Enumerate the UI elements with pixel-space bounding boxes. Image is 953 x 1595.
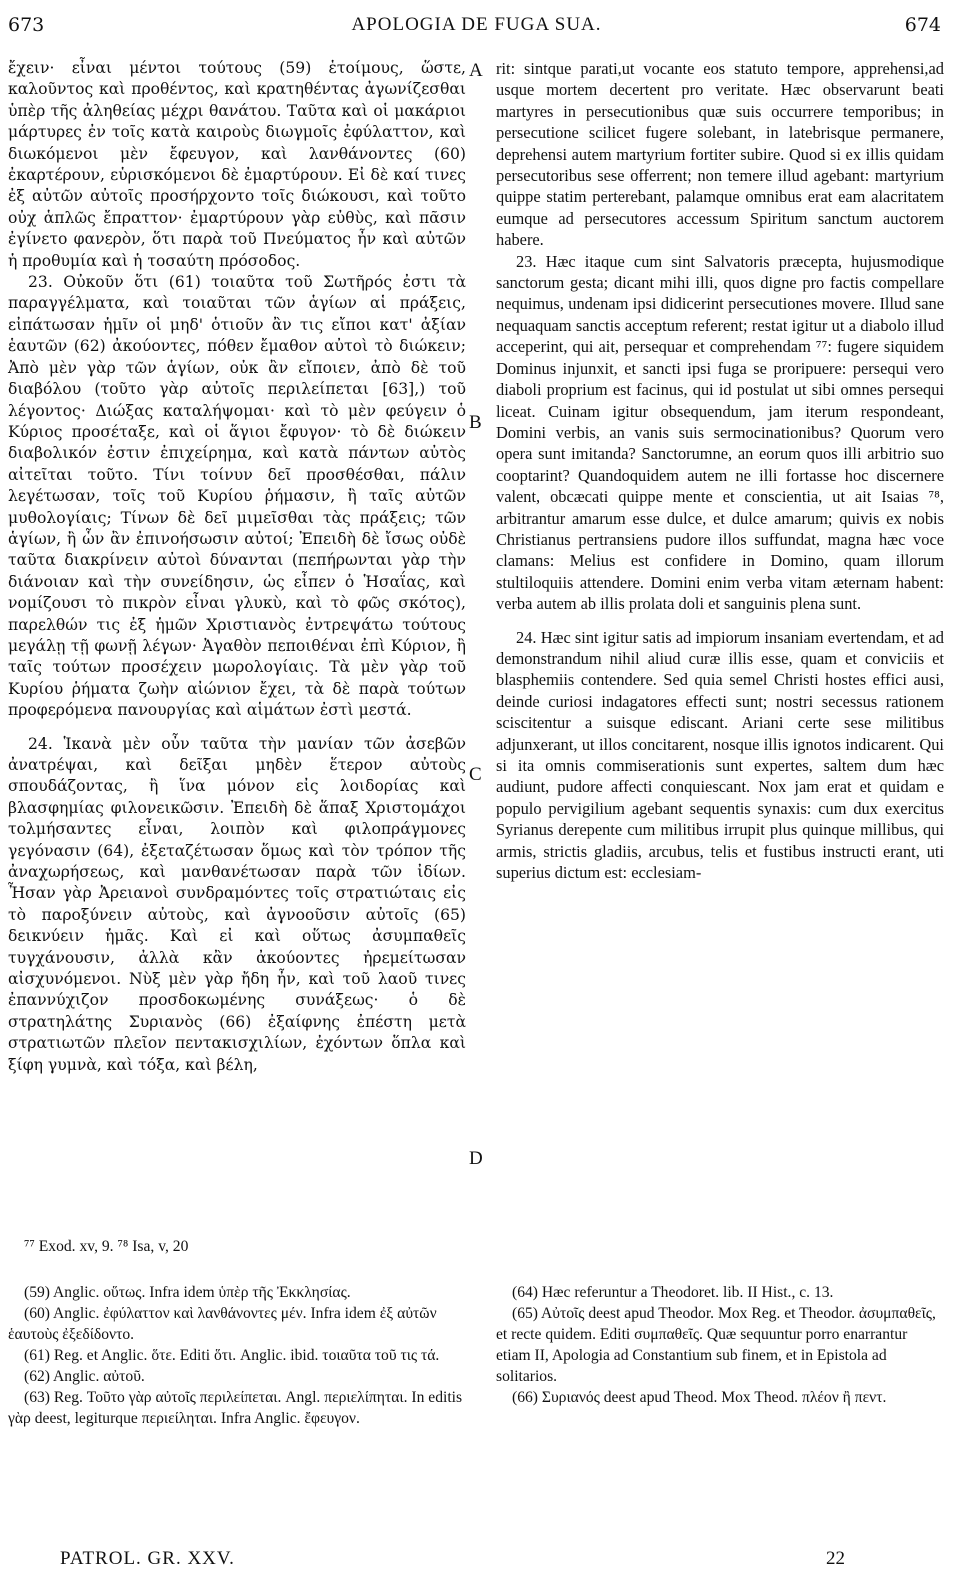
scripture-note: ⁷⁷ Exod. xv, 9. ⁷⁸ Isa, v, 20 — [24, 1238, 189, 1255]
footnote: (66) Συριανός deest apud Theod. Mox Theod. πλέον ἢ πεντ. — [512, 1389, 887, 1406]
margin-mark-d: D — [469, 1148, 483, 1169]
scripture-references — [8, 1236, 466, 1257]
margin-mark-c: C — [469, 764, 482, 785]
footnote: (59) Anglic. οὕτως. Infra idem ὑπὲρ τῆς Ἐκκλησίας. — [24, 1284, 351, 1301]
footnote: (62) Anglic. αὐτοῦ. — [24, 1368, 145, 1385]
latin-column — [496, 58, 944, 883]
footnote: (63) Reg. Τοῦτο γὰρ αὐτοῖς περιλείπεται. Angl. περιελίπηται. In editis γὰρ deest, legiturque περιείληται. Infra Anglic. ἔφευγον. — [8, 1389, 463, 1427]
page-number-left: 673 — [8, 14, 45, 36]
page-header — [0, 14, 953, 44]
footnote: (61) Reg. et Anglic. ὅτε. Editi ὅτι. Anglic. ibid. τοιαῦτα τοῦ τις τά. — [24, 1347, 440, 1364]
latin-paragraph: rit: sintque parati,ut vocante eos statuto tempore, apprehensi,ad usque mortem decertent pro veritate. Hæc observarunt beati martyres in persecutionibus quæ suis occurrere temporibus; in persecutione scilicet fugere solebant, in latebrisque permanere, deprehensi autem martyrium fortiter subire. Quod si ex illis quidam persecutoribus sese offerrent; non temere illud agebant: martyrium quippe statim perterebant, palamque omnibus erat eam alacritatem eumque ad persecutores accessum Spiritum sanctum auctorem habere. — [496, 59, 944, 250]
greek-paragraph: 24. Ἱκανὰ μὲν οὖν ταῦτα τὴν μανίαν τῶν ἀσεβῶν ἀνατρέψαι, καὶ δεῖξαι μηδὲν ἕτερον αὐτοὺς σπουδάζοντας, ἢ ἵνα μόνον εἰς λοιδορίας καὶ βλασφημίας φιλονεικῶσιν. Ἐπειδὴ δὲ ἅπαξ Χριστομάχοι τολμήσαντες εἶναι, λοιπὸν καὶ φιλοπράγμονες γεγόνασιν (64), ἐξεταζέτωσαν ὅμως καὶ τὸν τρόπον τῆς ἀναχωρήσεως, καὶ μανθανέτωσαν παρὰ τῶν ἰδίων. Ἦσαν γὰρ Ἀρειανοὶ συνδραμόντες τοῖς στρατιώταις εἰς τὸ παροξύνειν αὐτοὺς, καὶ ἀγνοοῦσιν αὐτοῖς (65) δεικνύειν ἡμᾶς. Καὶ εἰ καὶ οὕτως ἀσυμπαθεῖς τυγχάνουσιν, ἀλλὰ κἂν ἀκούοντες ἠρεμείτωσαν αἰσχυνόμενοι. Νὺξ μὲν γὰρ ἤδη ἦν, καὶ τοῦ λαοῦ τινες ἐπαννύχιζον προσδοκωμένης συνάξεως· ὁ δὲ στρατηλάτης Συριανὸς (66) ἐξαίφνης ἐπέστη μετὰ στρατιωτῶν πλεῖον πεντακισχιλίων, ἐχόντων ὅπλα καὶ ξίφη γυμνὰ, καὶ τόξα, καὶ βέλη, — [8, 734, 466, 1074]
footer-volume: PATROL. GR. XXV. — [60, 1548, 235, 1569]
latin-paragraph: 23. Hæc itaque cum sint Salvatoris præcepta, hujusmodique sanctorum gesta; dicant mihi illi, quos digne pro factis compellare nequimus, undenam ipsi didicerint persecutiones movere. Illud sane nequaquam sanctis acceptum referent; restat igitur ut a diabolo illud acceperint, qui ait, persequar et comprehendam ⁷⁷: fugere siquidem Dominus injunxit, et sancti ipsi fuga se proripuere: persequi vero diaboli proprium est facinus, qui id postulat ut sibi omnes persequi liceat. Cuinam igitur obsequendum, jam iterum respondeant, Domini verbis, an vanis suis sermocinationibus? Quorum vero opera sunt imitanda? Sanctorumne, an eorum quos illi arbitrio suo cooptarint? Quandoquidem autem ne illi fortasse hoc discernere valent, obcæcati quippe mente et conscientia, ut ait Isaias ⁷⁸, arbitrantur amarum esse dulce, et dulce amarum; quivis ex nobis Christianus pertransiens pudore illos suffundat, magna hæc voce clamans: Melius est confidere in Domino, quam illorum stultiloquiis attendere. Domini enim verba vitam æternam habent: verba autem ab illis prolata doli et sanguinis plena sunt. — [496, 251, 944, 614]
footnote: (60) Anglic. ἐφύλαττον καὶ λανθάνοντες μέν. Infra idem ἐξ αὐτῶν ἑαυτοὺς ἐξεδίδοντο. — [8, 1305, 437, 1343]
running-title: APOLOGIA DE FUGA SUA. — [351, 14, 602, 35]
page-number-right: 674 — [904, 14, 941, 36]
latin-paragraph: 24. Hæc sint igitur satis ad impiorum insaniam evertendam, et ad demonstrandum nihil aliud curæ illis esse, quam et conviciis et blasphemiis contendere. Sed quia semel Christi hostes effici ausi, deinde curiosi indagatores effecti sunt; nostri secessus rationem sciscitentur a suisque ediscant. Ariani certe sese militibus adjunxerant, ut illos concitarent, nosque illis ignotos indicarent. Qui si ita omnis commiserationis sunt expertes, saltem dum hæc audiunt, pudore affecti conquiescant. Nox jam erat et quidam e populo pervigilium agebant sequentis synaxis: cum dux exercitus Syrianus derepente cum militibus irrupit plus quinque millibus, qui armis, strictis gladiis, arcubus, telis et fustibus instructi erant, uti superius dictum est: ecclesiam- — [496, 627, 944, 883]
footnote: (65) Αὐτοῖς deest apud Theodor. Mox Reg. et Theodor. ἀσυμπαθεῖς, et recte quidem. Editi συμπαθεῖς. Quæ sequuntur porro enarrantur etiam II, Apologia ad Constantium sub finem, et in Epistola ad solitarios. — [496, 1305, 936, 1385]
footnotes-left — [8, 1282, 466, 1429]
footnote: (64) Hæc referuntur a Theodoret. lib. II Hist., c. 13. — [512, 1284, 834, 1301]
greek-paragraph: 23. Οὐκοῦν ὅτι (61) τοιαῦτα τοῦ Σωτῆρός ἐστι τὰ παραγγέλματα, καὶ τοιαῦται τῶν ἁγίων αἱ πράξεις, εἰπάτωσαν ἡμῖν οἱ μηδ' ὁτιοῦν ἂν τις εἴποι κατ' ἀξίαν ἑαυτῶν (62) ἀκούοντες, πόθεν ἔμαθον αὐτοὶ τὸ διώκειν; Ἀπὸ μὲν γὰρ τῶν ἁγίων, οὐκ ἂν εἴποιεν, ἀπὸ δὲ τοῦ διαβόλου (τοῦτο γὰρ αὐτοῖς περιλείπεται [63],) τοῦ λέγοντος· Διώξας καταλήψομαι· καὶ τὸ μὲν φεύγειν ὁ Κύριος προσέταξε, καὶ οἱ ἅγιοι ἔφυγον· τὸ δὲ διώκειν διαβολικόν ἐστιν ἐπιχείρημα, καὶ κατὰ πάντων αὐτὸς αἰτεῖται τοῦτο. Τίνι τοίνυν δεῖ προσθέσθαι, πάλιν λεγέτωσαν, τοῖς τοῦ Κυρίου ῥήμασιν, ἢ ταῖς αὐτῶν μυθολογίαις; Τίνων δὲ δεῖ μιμεῖσθαι τὰς πράξεις; τῶν ἁγίων, ἢ ὧν ἂν ἐπινοήσωσιν αὐτοί; Ἐπειδὴ δὲ ἴσως οὐδὲ ταῦτα διακρίνειν αὐτοὶ δύνανται (πεπήρωνται γὰρ τὴν διάνοιαν καὶ τὴν συνείδησιν, ὡς εἶπεν ὁ Ἡσαΐας, καὶ νομίζουσι τὸ πικρὸν εἶναι γλυκὺ, καὶ τὸ φῶς σκότος), παρελθών τις ἐξ ἡμῶν Χριστιανὸς ἐντρεψάτω τούτους μεγάλῃ τῇ φωνῇ λέγων· Ἀγαθὸν πεποιθέναι ἐπὶ Κύριον, ἢ ταῖς τούτων προσέχειν μωρολογίαις. Τὰ μὲν γὰρ τοῦ Κυρίου ῥήματα ζωὴν αἰώνιον ἔχει, τὰ δὲ παρὰ τούτων προφερόμενα πανουργίας καὶ αἱμάτων ἐστὶ μεστά. — [8, 273, 466, 720]
margin-mark-a: A — [469, 60, 483, 81]
greek-paragraph: ἔχειν· εἶναι μέντοι τούτους (59) ἑτοίμους, ὥστε, καλοῦντος καὶ προθέντος, καὶ κρατηθέντας ἀγωνίζεσθαι ὑπὲρ τῆς ἀληθείας μέχρι θανάτου. Ταῦτα καὶ οἱ μακάριοι μάρτυρες ἐν τοῖς κατὰ καιροὺς διωγμοῖς ἐφύλαττον, καὶ διωκόμενοι μὲν ἔφευγον, καὶ λανθάνοντες (60) ἐκαρτέρουν, εὑρισκόμενοι δὲ ἐμαρτύρουν. Εἰ δὲ καί τινες ἐξ αὐτῶν αὐτοῖς προσήρχοντο τοῖς διώκουσι, καὶ τοῦτο οὐχ ἁπλῶς ἔπραττον· ἐμαρτύρουν γὰρ εὐθὺς, καὶ πᾶσιν ἐγίνετο φανερὸν, ὅτι παρὰ τοῦ Πνεύματος ἦν καὶ αὐτῶν ἡ προθυμία καὶ ἡ τοσαύτη πρόσοδος. — [8, 59, 466, 270]
footnotes-right — [496, 1282, 944, 1408]
margin-mark-b: B — [469, 412, 482, 433]
footer-page-number: 22 — [826, 1548, 845, 1569]
greek-column — [8, 58, 466, 1076]
